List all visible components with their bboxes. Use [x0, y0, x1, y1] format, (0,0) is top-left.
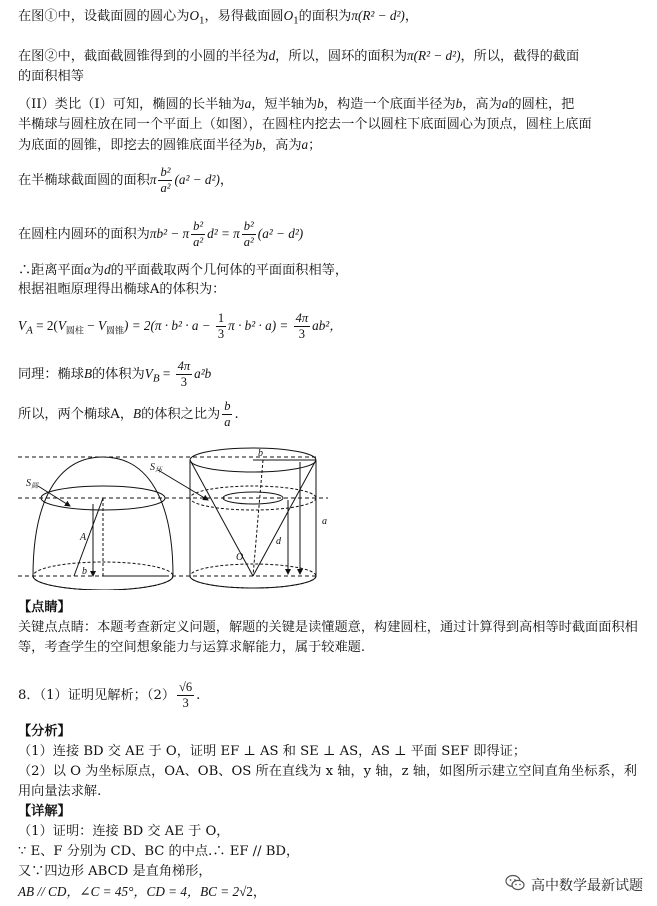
fenxi-line-2: （2）以 O 为坐标原点，OA、OB、OS 所在直线为 x 轴，y 轴，z 轴，如图所示建立空间直角坐标系，利用向量法求解.: [18, 764, 637, 799]
dianjing-body: 关键点点睛：本题考查新定义问题，解题的关键是读懂题意，构建圆柱，通过计算得到高相等时截面面积相等，考查学生的空间想象能力与运算求解能力，属于较难题.: [18, 620, 638, 655]
svg-text:O: O: [236, 552, 244, 563]
svg-text:S环: $S_环$: [150, 462, 162, 474]
volume-formula-b: 同理：椭球B的体积为$V_B$ = $\frac{4\pi}{3}$ a²b: [18, 359, 212, 389]
left-base-front: [33, 576, 173, 590]
fenxi-line-1: （1）连接 BD 交 AE 于 O，证明 EF ⊥ AS 和 SE ⊥ AS，AS ⊥ 平面 SEF 即得证；: [18, 744, 527, 759]
xiangjie-line-1: （1）证明：连接 BD 交 AE 于 O，: [18, 824, 230, 839]
watermark-text: 高中数学最新试题: [531, 878, 643, 894]
cone-left-edge: [190, 460, 253, 576]
ring-area-formula: π(R² − d²): [407, 48, 461, 63]
xiangjie-line-4: AB // CD，∠C = 45°，CD = 4，BC = 2√2，: [18, 884, 267, 900]
svg-text:b: b: [258, 448, 263, 459]
section-title-dianjing: 【点睛】: [18, 600, 71, 615]
cone-right-edge: [253, 460, 316, 576]
fraction-b2-a2: $\frac{\text{b²}}{\text{a²}}$: [160, 165, 171, 195]
paragraph-conclusion-area: ∴距离平面α为d的平面截取两个几何体的平面面积相等，: [18, 262, 349, 278]
area-formula: π(R² − d²): [351, 8, 405, 23]
svg-text:b: b: [82, 566, 87, 577]
wechat-watermark: [505, 874, 643, 896]
xiangjie-line-3: 又∵四边形 ABCD 是直角梯形，: [18, 864, 212, 879]
svg-text:d: d: [276, 536, 281, 547]
svg-text:a: a: [322, 516, 327, 527]
paragraph-figure1: 在图①中，设截面圆的圆心为$O_1$，易得截面圆$O_1$的面积为π(R² − d²)，: [18, 8, 419, 27]
paragraph-zugeng: 根据祖暅原理得出椭球A的体积为：: [18, 282, 226, 297]
wechat-icon: [505, 874, 525, 896]
question-8-answer: 8．（1）证明见解析；（2） $\frac{√6}{3}$ .: [18, 680, 201, 710]
section-title-xiangjie: 【详解】: [18, 804, 71, 819]
paragraph-ellipsoid-section: 在半椭球截面圆的面积π $\frac{\text{b²}}{\text{a²}}$ (a² − d²)，: [18, 165, 234, 195]
volume-formula-a: $V_A = 2(V_{圆柱} - V_{圆锥}) = 2(\pi \cdot b^2 \cdot a$ − $\frac{1}{3}$ π · b² · a) = $\frac{4\pi}{3}$ ab²，: [18, 311, 343, 341]
section-title-fenxi: 【分析】: [18, 724, 71, 739]
xiangjie-line-2: ∵ E、F 分别为 CD、BC 的中点.∴ EF // BD，: [18, 844, 300, 859]
paragraph-figure2: 在图②中，截面截圆锥得到的小圆的半径为d，所以，圆环的面积为π(R² − d²)，所以，截得的截面 的面积相等: [18, 48, 580, 84]
paragraph-analogy: （II）类比（I）可知，椭圆的长半轴为a，短半轴为b，构造一个底面半径为b，高为a的圆柱，把 半椭球与圆柱放在同一个平面上（如图），在圆柱内挖去一个以圆柱下底面圆心为顶点，圆柱上底面 为底面的圆锥，即挖去的圆锥底面半径为b，高为a；: [18, 96, 592, 153]
svg-text:A: A: [80, 532, 87, 543]
volume-ratio: 所以，两个椭球A，B的体积之比为 $\frac{b}{a}$ .: [18, 399, 239, 429]
svg-text:S圆: $S_圆$: [26, 478, 38, 490]
paragraph-ring-area: 在圆柱内圆环的面积为πb² − π $\frac{\text{b²}}{\text{a²}}$ d² = π $\frac{\text{b²}}{\text{a²}}$ (a² − d²): [18, 219, 304, 249]
ellipsoid-cylinder-figure: [18, 440, 338, 590]
